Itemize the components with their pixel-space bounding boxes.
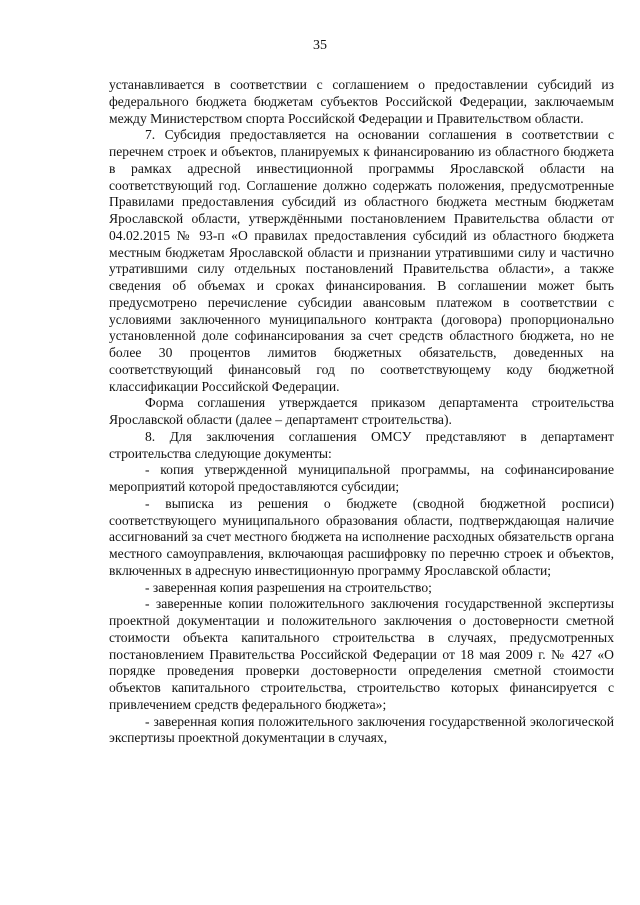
paragraph-item-8: 8. Для заключения соглашения ОМСУ представляют в департамент строительства следующие документы: xyxy=(109,428,614,461)
paragraph-item-7: 7. Субсидия предоставляется на основании соглашения в соответствии с перечнем строек и объектов, планируемых к финансированию из областного бюджета в рамках адресной инвестиционной программы Ярославской области на соответствующий год. Соглашение должно содержать положения, предусмотренные Правилами предоставления субсидий из областного бюджета местным бюджетам Ярославской области, утверждёнными постановлением Правительства области от 04.02.2015 № 93-п «О правилах предоставления субсидий из областного бюджета местным бюджетам Ярославской области и признании утратившими силу и частично утратившими силу отдельных постановлений Правительства области», а также сведения об объемах и сроках финансирования. В соглашении может быть предусмотрено перечисление субсидии авансовым платежом в соответствии с условиями заключенного муниципального контракта (договора) пропорционально установленной доле софинансирования за счет средств областного бюджета, но не более 30 процентов лимитов бюджетных обязательств, доведенных на соответствующий финансовый год по соответствующему коду бюджетной классификации Российской Федерации. xyxy=(109,127,614,394)
list-item-budget-extract: - выписка из решения о бюджете (сводной бюджетной росписи) соответствующего муниципального образования области, подтверждающая наличие ассигнований за счет местного бюджета на исполнение расходных обязательств органа местного самоуправления, включающая расшифровку по перечню строек и объектов, включенных в адресную инвестиционную программу Ярославской области; xyxy=(109,495,614,578)
list-item-program-copy: - копия утвержденной муниципальной программы, на софинансирование мероприятий которой предоставляются субсидии; xyxy=(109,462,614,494)
list-item-ecological-expertise: - заверенная копия положительного заключения государственной экологической экспертизы проектной документации в случаях, xyxy=(109,713,614,746)
paragraph-continuation: устанавливается в соответствии с соглашением о предоставлении субсидий из федерального бюджета бюджетам субъектов Российской Федерации, заключаемым между Министерством спорта Российской Федерации и Правительством области. xyxy=(109,77,614,126)
document-body xyxy=(109,77,614,747)
list-item-state-expertise: - заверенные копии положительного заключения государственной экспертизы проектной документации и положительного заключения о достоверности сметной стоимости объекта капитального строительства в случаях, предусмотренных постановлением Правительства Российской Федерации от 18 мая 2009 г. № 427 «О порядке проведения проверки достоверности определения сметной стоимости объектов капитального строительства, строительство которых финансируется с привлечением средств федерального бюджета»; xyxy=(109,596,614,712)
list-item-building-permit: - заверенная копия разрешения на строительство; xyxy=(145,579,432,595)
paragraph-agreement-form: Форма соглашения утверждается приказом департамента строительства Ярославской области (далее – департамент строительства). xyxy=(109,395,614,427)
page-number: 35 xyxy=(313,38,327,53)
